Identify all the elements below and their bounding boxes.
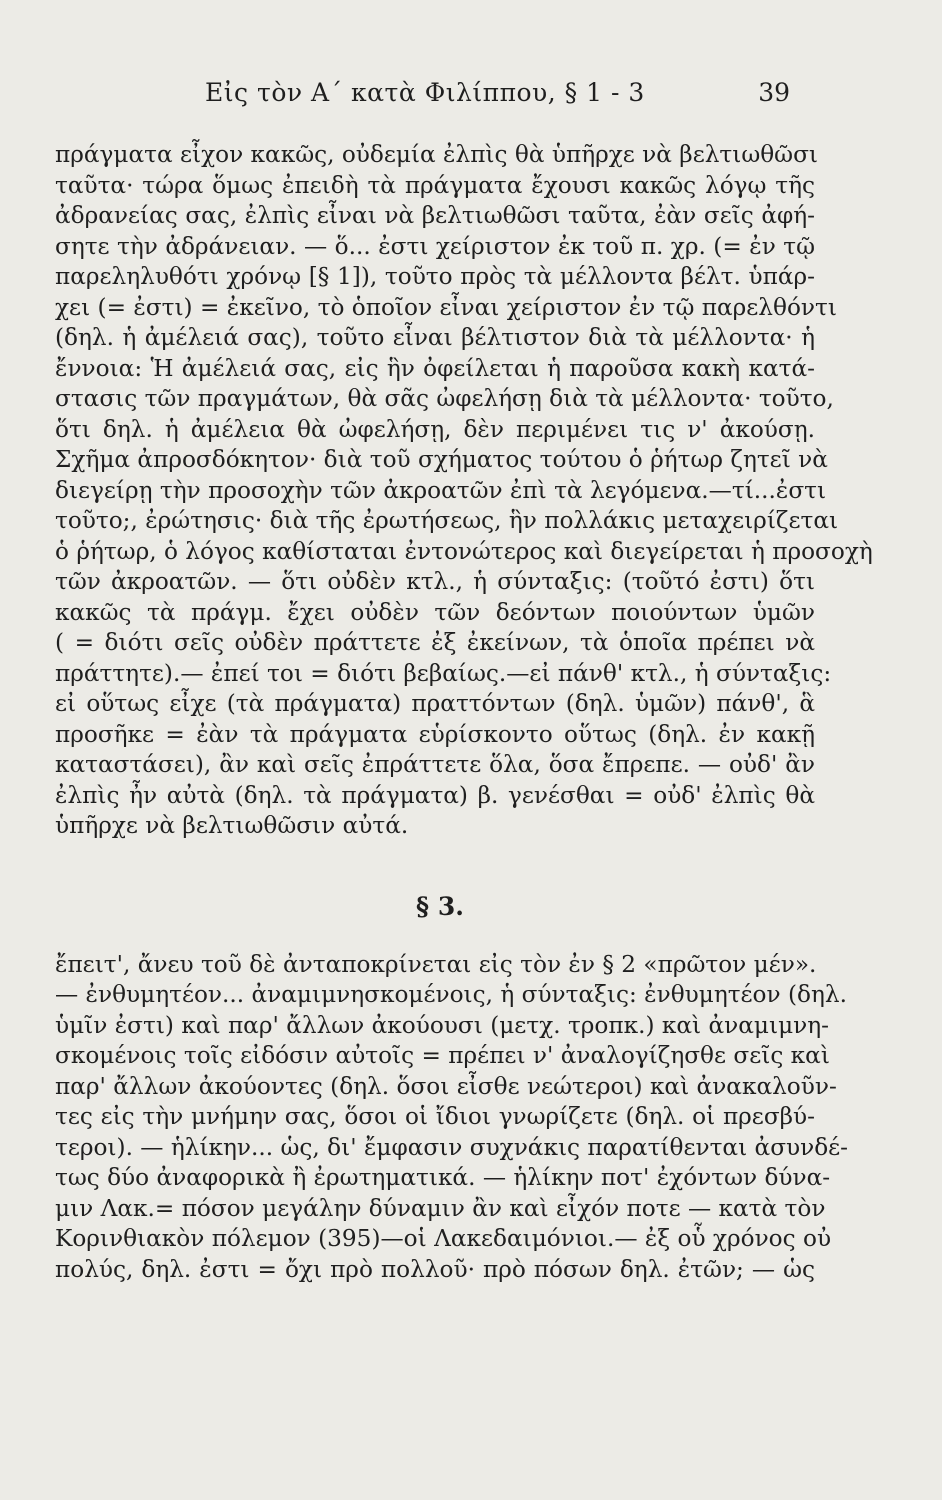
text-line: παρ' ἄλλων ἀκούοντες (δηλ. ὅσοι εἶσθε νεώτεροι) καὶ ἀνακαλοῦν-	[55, 1072, 837, 1100]
text-line: καταστάσει), ἂν καὶ σεῖς ἐπράττετε ὅλα, ὅσα ἔπρεπε. — οὐδ' ἂν	[55, 751, 815, 778]
running-head	[0, 78, 942, 118]
page-number: 39	[758, 78, 790, 107]
text-line: ὅτι δηλ. ἡ ἀμέλεια θὰ ὠφελήσῃ, δὲν περιμένει τις ν' ἀκούσῃ.	[55, 415, 815, 443]
text-line-last: ὑπῆρχε νὰ βελτιωθῶσιν αὐτά.	[55, 812, 409, 839]
text-line: τεροι). — ἡλίκην... ὡς, δι' ἔμφασιν συχνάκις παρατίθενται ἀσυνδέ-	[55, 1133, 849, 1161]
text-line: τοῦτο;, ἐρώτησις· διὰ τῆς ἐρωτήσεως, ἣν πολλάκις μεταχειρίζεται	[55, 507, 839, 534]
text-line: μιν Λακ.= πόσον μεγάλην δύναμιν ἂν καὶ εἶχόν ποτε — κατὰ τὸν	[55, 1194, 826, 1222]
text-line: στασις τῶν πραγμάτων, θὰ σᾶς ὠφελήσῃ διὰ τὰ μέλλοντα· τοῦτο,	[55, 385, 834, 412]
text-line: κακῶς τὰ πράγμ. ἔχει οὐδὲν τῶν δεόντων ποιούντων ὑμῶν	[55, 598, 815, 626]
commentary-paragraph-1	[55, 140, 873, 842]
text-line: τῶν ἀκροατῶν. — ὅτι οὐδὲν κτλ., ἡ σύνταξις: (τοῦτό ἐστι) ὅτι	[55, 568, 815, 595]
text-line: τες εἰς τὴν μνήμην σας, ὅσοι οἱ ἴδιοι γνωρίζετε (δηλ. οἱ πρεσβύ-	[55, 1103, 815, 1130]
text-line: διεγείρῃ τὴν προσοχὴν τῶν ἀκροατῶν ἐπὶ τὰ λεγόμενα.—τί...ἐστι	[55, 476, 827, 504]
text-line: Σχῆμα ἀπροσδόκητον· διὰ τοῦ σχήματος τούτου ὁ ῥήτωρ ζητεῖ νὰ	[55, 446, 828, 473]
text-line: σκομένοις τοῖς εἰδόσιν αὐτοῖς = πρέπει ν' ἀναλογίζησθε σεῖς καὶ	[55, 1042, 830, 1069]
text-line: ὁ ῥήτωρ, ὁ λόγος καθίσταται ἐντονώτερος καὶ διεγείρεται ἡ προσοχὴ	[55, 537, 873, 565]
text-line: παρεληλυθότι χρόνῳ [§ 1]), τοῦτο πρὸς τὰ μέλλοντα βέλτ. ὑπάρ-	[55, 263, 815, 290]
section-heading: § 3.	[416, 891, 464, 921]
commentary-paragraph-2	[55, 950, 849, 1286]
text-line: (δηλ. ἡ ἀμέλειά σας), τοῦτο εἶναι βέλτιστον διὰ τὰ μέλλοντα· ἡ	[55, 324, 815, 351]
text-line: εἰ οὕτως εἶχε (τὰ πράγματα) πραττόντων (δηλ. ὑμῶν) πάνθ', ἃ	[55, 690, 815, 717]
text-line: σητε τὴν ἀδράνειαν. — ὅ... ἐστι χείριστον ἐκ τοῦ π. χρ. (= ἐν τῷ	[55, 232, 815, 260]
text-line: τως δύο ἀναφορικὰ ἢ ἐρωτηματικά. — ἡλίκην ποτ' ἐχόντων δύνα-	[55, 1164, 831, 1191]
text-line: ἔννοια: Ἡ ἀμέλειά σας, εἰς ἣν ὀφείλεται ἡ παροῦσα κακὴ κατά-	[55, 354, 815, 382]
text-line: ( = διότι σεῖς οὐδὲν πράττετε ἐξ ἐκείνων, τὰ ὁποῖα πρέπει νὰ	[55, 629, 815, 656]
text-line: πράγματα εἶχον κακῶς, οὐδεμία ἐλπὶς θὰ ὑπῆρχε νὰ βελτιωθῶσι	[55, 141, 819, 168]
text-line: ἔπειτ', ἄνευ τοῦ δὲ ἀνταποκρίνεται εἰς τὸν ἐν § 2 «πρῶτον μέν».	[55, 950, 817, 978]
text-line: πολύς, δηλ. ἐστι = ὄχι πρὸ πολλοῦ· πρὸ πόσων δηλ. ἐτῶν; — ὡς	[55, 1255, 815, 1283]
text-line: — ἐνθυμητέον... ἀναμιμνησκομένοις, ἡ σύνταξις: ἐνθυμητέον (δηλ.	[55, 981, 847, 1008]
text-line: χει (= ἐστι) = ἐκεῖνο, τὸ ὁποῖον εἶναι χείριστον ἐν τῷ παρελθόντι	[55, 293, 837, 321]
text-line: ἀδρανείας σας, ἐλπὶς εἶναι νὰ βελτιωθῶσι ταῦτα, ἐὰν σεῖς ἀφή-	[55, 202, 815, 229]
text-line: ταῦτα· τώρα ὅμως ἐπειδὴ τὰ πράγματα ἔχουσι κακῶς λόγῳ τῆς	[55, 171, 815, 199]
text-line: προσῆκε = ἐὰν τὰ πράγματα εὑρίσκοντο οὕτως (δηλ. ἐν κακῇ	[55, 720, 815, 748]
text-line: Κορινθιακὸν πόλεμον (395)—οἱ Λακεδαιμόνιοι.— ἐξ οὗ χρόνος οὐ	[55, 1225, 832, 1252]
text-line: ἐλπὶς ἦν αὐτὰ (δηλ. τὰ πράγματα) β. γενέσθαι = οὐδ' ἐλπὶς θὰ	[55, 781, 815, 809]
text-line: ὑμῖν ἐστι) καὶ παρ' ἄλλων ἀκούουσι (μετχ. τροπκ.) καὶ ἀναμιμνη-	[55, 1011, 829, 1039]
running-title: Εἰς τὸν Α´ κατὰ Φιλίππου, § 1 - 3	[205, 78, 645, 107]
text-line: πράττητε).— ἐπεί τοι = διότι βεβαίως.—εἰ πάνθ' κτλ., ἡ σύνταξις:	[55, 659, 832, 687]
text-block	[55, 140, 873, 1285]
